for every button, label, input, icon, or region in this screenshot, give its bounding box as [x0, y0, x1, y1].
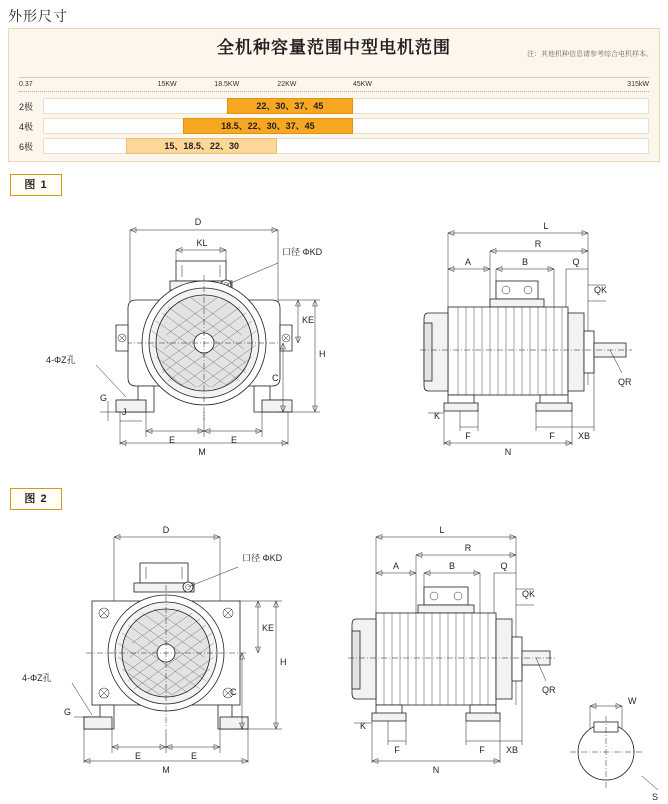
row-segment-2pole: 22、30、37、45	[227, 98, 353, 114]
svg-text:KL: KL	[196, 238, 208, 248]
svg-text:F: F	[465, 431, 471, 441]
scale-dotted-line	[19, 91, 649, 92]
svg-text:E: E	[134, 751, 142, 761]
page-title: 外形尺寸	[8, 8, 68, 24]
capacity-row-6pole	[19, 137, 649, 155]
svg-text:S: S	[652, 792, 659, 802]
svg-text:M: M	[198, 447, 206, 457]
svg-text:D: D	[194, 217, 202, 227]
svg-text:口径 ΦKD: 口径 ΦKD	[242, 553, 283, 563]
capacity-panel-title: 全机种容量范围中型电机范围	[217, 38, 451, 57]
svg-text:R: R	[534, 239, 542, 249]
svg-text:A: A	[464, 257, 472, 267]
svg-text:E: E	[190, 751, 198, 761]
capacity-row-4pole	[19, 117, 649, 135]
svg-text:4-ΦZ孔: 4-ΦZ孔	[22, 673, 52, 683]
capacity-panel-note: 注：其他机种信息请参考综合电机样本。	[527, 51, 653, 58]
svg-text:XB: XB	[577, 431, 591, 441]
svg-text:J: J	[122, 407, 127, 417]
svg-text:KE: KE	[262, 623, 275, 633]
svg-text:QR: QR	[542, 685, 556, 695]
svg-text:B: B	[521, 257, 529, 267]
svg-text:H: H	[280, 657, 287, 667]
scale-tick-4: 45KW	[352, 81, 372, 88]
svg-text:XB: XB	[505, 745, 519, 755]
svg-text:H: H	[319, 349, 326, 359]
svg-text:KE: KE	[302, 315, 315, 325]
capacity-rows	[19, 97, 649, 157]
svg-text:C: C	[272, 373, 279, 383]
row-segment-6pole: 15、18.5、22、30	[126, 138, 277, 154]
figure-1-side-view	[340, 205, 640, 465]
row-segment-4pole: 18.5、22、30、37、45	[183, 118, 353, 134]
svg-text:E: E	[230, 435, 238, 445]
svg-text:QR: QR	[618, 377, 632, 387]
svg-text:口径 ΦKD: 口径 ΦKD	[282, 247, 323, 257]
capacity-range-panel	[8, 28, 660, 162]
svg-text:L: L	[543, 221, 549, 231]
scale-tick-5: 315kW	[627, 81, 649, 88]
figure-1-front-view	[30, 205, 330, 465]
scale-tick-0: 0.37	[19, 81, 33, 88]
row-label-2pole: 2极	[19, 102, 34, 112]
svg-text:K: K	[360, 721, 367, 731]
figure-2-front-view	[20, 515, 310, 785]
svg-text:C: C	[230, 687, 237, 697]
scale-tick-2: 18.5KW	[214, 81, 240, 88]
svg-text:M: M	[162, 765, 170, 775]
svg-text:F: F	[549, 431, 555, 441]
svg-text:N: N	[504, 447, 512, 457]
svg-text:A: A	[392, 561, 400, 571]
svg-text:Q: Q	[572, 257, 580, 267]
svg-text:F: F	[394, 745, 400, 755]
svg-text:4-ΦZ孔: 4-ΦZ孔	[46, 355, 76, 365]
svg-text:D: D	[162, 525, 170, 535]
svg-text:QK: QK	[522, 589, 536, 599]
svg-text:N: N	[432, 765, 440, 775]
svg-text:E: E	[168, 435, 176, 445]
svg-text:B: B	[448, 561, 456, 571]
figure-2-shaft-end-view	[548, 690, 666, 804]
svg-text:W: W	[628, 696, 637, 706]
scale-tick-1: 15KW	[157, 81, 177, 88]
figure-1-tag: 图 1	[10, 174, 62, 196]
scale-tick-3: 22KW	[277, 81, 297, 88]
svg-text:G: G	[100, 393, 108, 403]
capacity-scale	[19, 81, 649, 95]
svg-text:K: K	[434, 411, 441, 421]
row-label-6pole: 6极	[19, 142, 34, 152]
svg-text:R: R	[464, 543, 472, 553]
svg-text:Q: Q	[500, 561, 508, 571]
figure-2-tag: 图 2	[10, 488, 62, 510]
svg-text:F: F	[479, 745, 485, 755]
svg-text:L: L	[439, 525, 445, 535]
svg-text:QK: QK	[594, 285, 608, 295]
figure-2-side-view	[320, 515, 560, 785]
row-label-4pole: 4极	[19, 122, 34, 132]
capacity-panel-divider	[19, 77, 649, 78]
capacity-row-2pole	[19, 97, 649, 115]
svg-text:G: G	[64, 707, 72, 717]
